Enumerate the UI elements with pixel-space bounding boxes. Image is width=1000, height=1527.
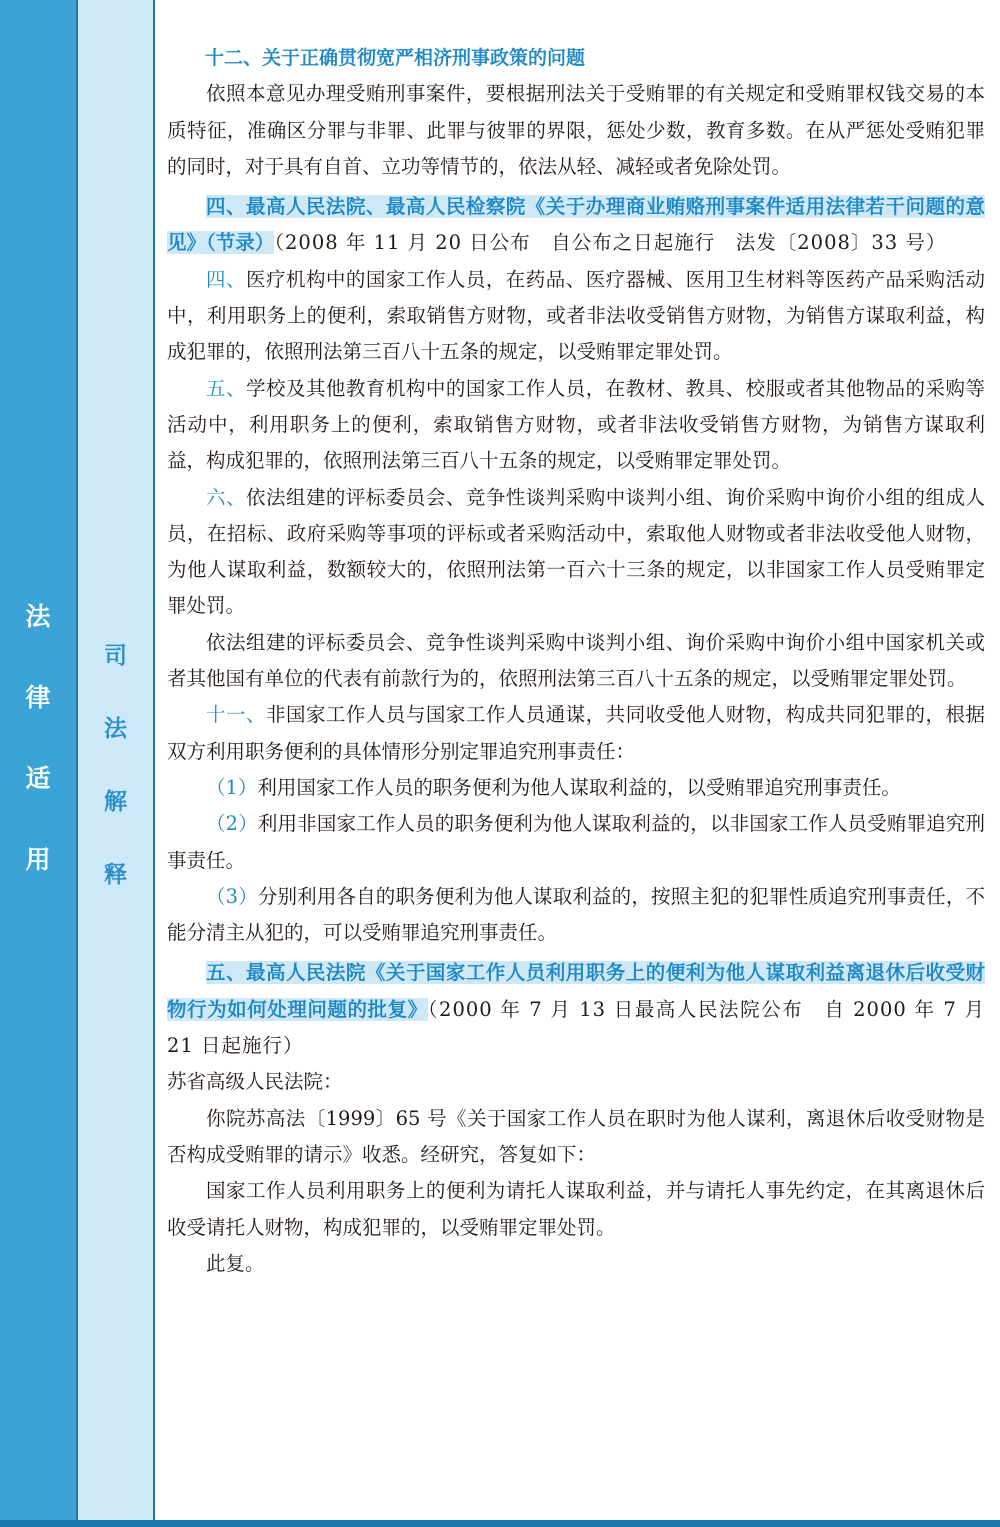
article-number: 六、 xyxy=(206,485,246,509)
category-char: 律 xyxy=(25,683,51,712)
document-title: 五、最高人民法院《关于国家工作人员利用职务上的便利为他人谋取利益离退休后收受财物行为如何处理问题的批复》 xyxy=(167,961,985,1021)
article-text: 依法组建的评标委员会、竞争性谈判采购中谈判小组、询价采购中询价小组中国家机关或者其他国有单位的代表有前款行为的，依照刑法第三百八十五条的规定，以受贿罪定罪处罚。 xyxy=(167,630,985,691)
addressee: 苏省高级人民法院： xyxy=(167,1070,343,1094)
article-text: 非国家工作人员与国家工作人员通谋，共同收受他人财物，构成共同犯罪的，根据双方利用职务便利的具体情形分别定罪追究刑事责任： xyxy=(167,703,985,763)
article-paragraph xyxy=(167,262,985,371)
item-number: （1） xyxy=(206,775,258,799)
bottom-border xyxy=(0,1520,1000,1527)
section-heading: 十二、关于正确贯彻宽严相济刑事政策的问题 xyxy=(205,47,586,69)
document-header xyxy=(167,189,985,262)
body-paragraph: 依照本意见办理受贿刑事案件，要根据刑法关于受贿罪的有关规定和受贿罪权钱交易的本质特征，准确区分罪与非罪、此罪与彼罪的界限，惩处少数，教育多数。在从严惩处受贿犯罪的同时，对于具有自首、立功等情节的，依法从轻、减轻或者免除处罚。 xyxy=(167,82,985,178)
article-text: 利用国家工作人员的职务便利为他人谋取利益的，以受贿罪追究刑事责任。 xyxy=(257,775,901,799)
subcategory-char: 解 xyxy=(104,789,127,815)
article-paragraph xyxy=(167,770,985,806)
article-text: 医疗机构中的国家工作人员，在药品、医疗器械、医用卫生材料等医药产品采购活动中，利用职务上的便利，索取销售方财物，或者非法收受销售方财物，为销售方谋取利益，构成犯罪的，依照刑法第三百八十五条的规定，以受贿罪定罪处罚。 xyxy=(167,267,985,364)
article-number: 十一、 xyxy=(206,703,266,727)
article-paragraph xyxy=(167,625,985,698)
subcategory-char: 法 xyxy=(104,716,127,742)
document-header xyxy=(167,955,985,1064)
article-paragraph xyxy=(167,371,985,480)
item-number: （2） xyxy=(206,812,258,836)
article-number: 五、 xyxy=(206,376,246,400)
item-number: （3） xyxy=(206,884,258,908)
document-meta: （2008 年 11 月 20 日公布 自公布之日起施行 法发〔2008〕33 号） xyxy=(274,231,947,255)
subcategory-label xyxy=(78,638,153,930)
article-text: 分别利用各自的职务便利为他人谋取利益的，按照主犯的犯罪性质追究刑事责任，不能分清主从犯的，可以受贿罪追究刑事责任。 xyxy=(167,884,985,945)
article-paragraph xyxy=(167,697,985,770)
article-text: 利用非国家工作人员的职务便利为他人谋取利益的，以非国家工作人员受贿罪追究刑事责任。 xyxy=(167,812,985,872)
article-paragraph xyxy=(167,879,985,952)
document-title: 四、最高人民法院、最高人民检察院《关于办理商业贿赂刑事案件适用法律若干问题的意见》（节录） xyxy=(167,195,985,255)
subcategory-char: 释 xyxy=(104,862,127,888)
article-text: 依法组建的评标委员会、竞争性谈判采购中谈判小组、询价采购中询价小组的组成人员，在招标、政府采购等事项的评标或者采购活动中，索取他人财物或者非法收受他人财物，为他人谋取利益，数额较大的，依照刑法第一百六十三条的规定，以非国家工作人员受贿罪定罪处罚。 xyxy=(167,485,985,618)
category-label xyxy=(0,597,76,921)
document-meta: （2000 年 7 月 13 日最高人民法院公布 自 2000 年 7 月 21 日起施行） xyxy=(167,997,985,1058)
reply-paragraph: 国家工作人员利用职务上的便利为请托人谋取利益，并与请托人事先约定，在其离退休后收受请托人财物，构成犯罪的，以受贿罪定罪处罚。 xyxy=(167,1179,985,1239)
article-number: 四、 xyxy=(206,267,246,291)
category-char: 法 xyxy=(25,602,51,631)
category-char: 适 xyxy=(25,764,51,793)
reply-paragraph: 你院苏高法〔1999〕65 号《关于国家工作人员在职时为他人谋利，离退休后收受财物是否构成受贿罪的请示》收悉。经研究，答复如下： xyxy=(167,1106,985,1166)
article-paragraph xyxy=(167,806,985,879)
main-content xyxy=(167,40,985,1282)
subcategory-char: 司 xyxy=(104,643,127,669)
category-char: 用 xyxy=(25,845,51,874)
reply-closing: 此复。 xyxy=(206,1251,265,1275)
article-paragraph xyxy=(167,480,985,625)
article-text: 学校及其他教育机构中的国家工作人员，在教材、教具、校服或者其他物品的采购等活动中，利用职务上的便利，索取销售方财物，或者非法收受销售方财物，为销售方谋取利益，构成犯罪的，依照刑法第三百八十五条的规定，以受贿罪定罪处罚。 xyxy=(167,376,985,473)
